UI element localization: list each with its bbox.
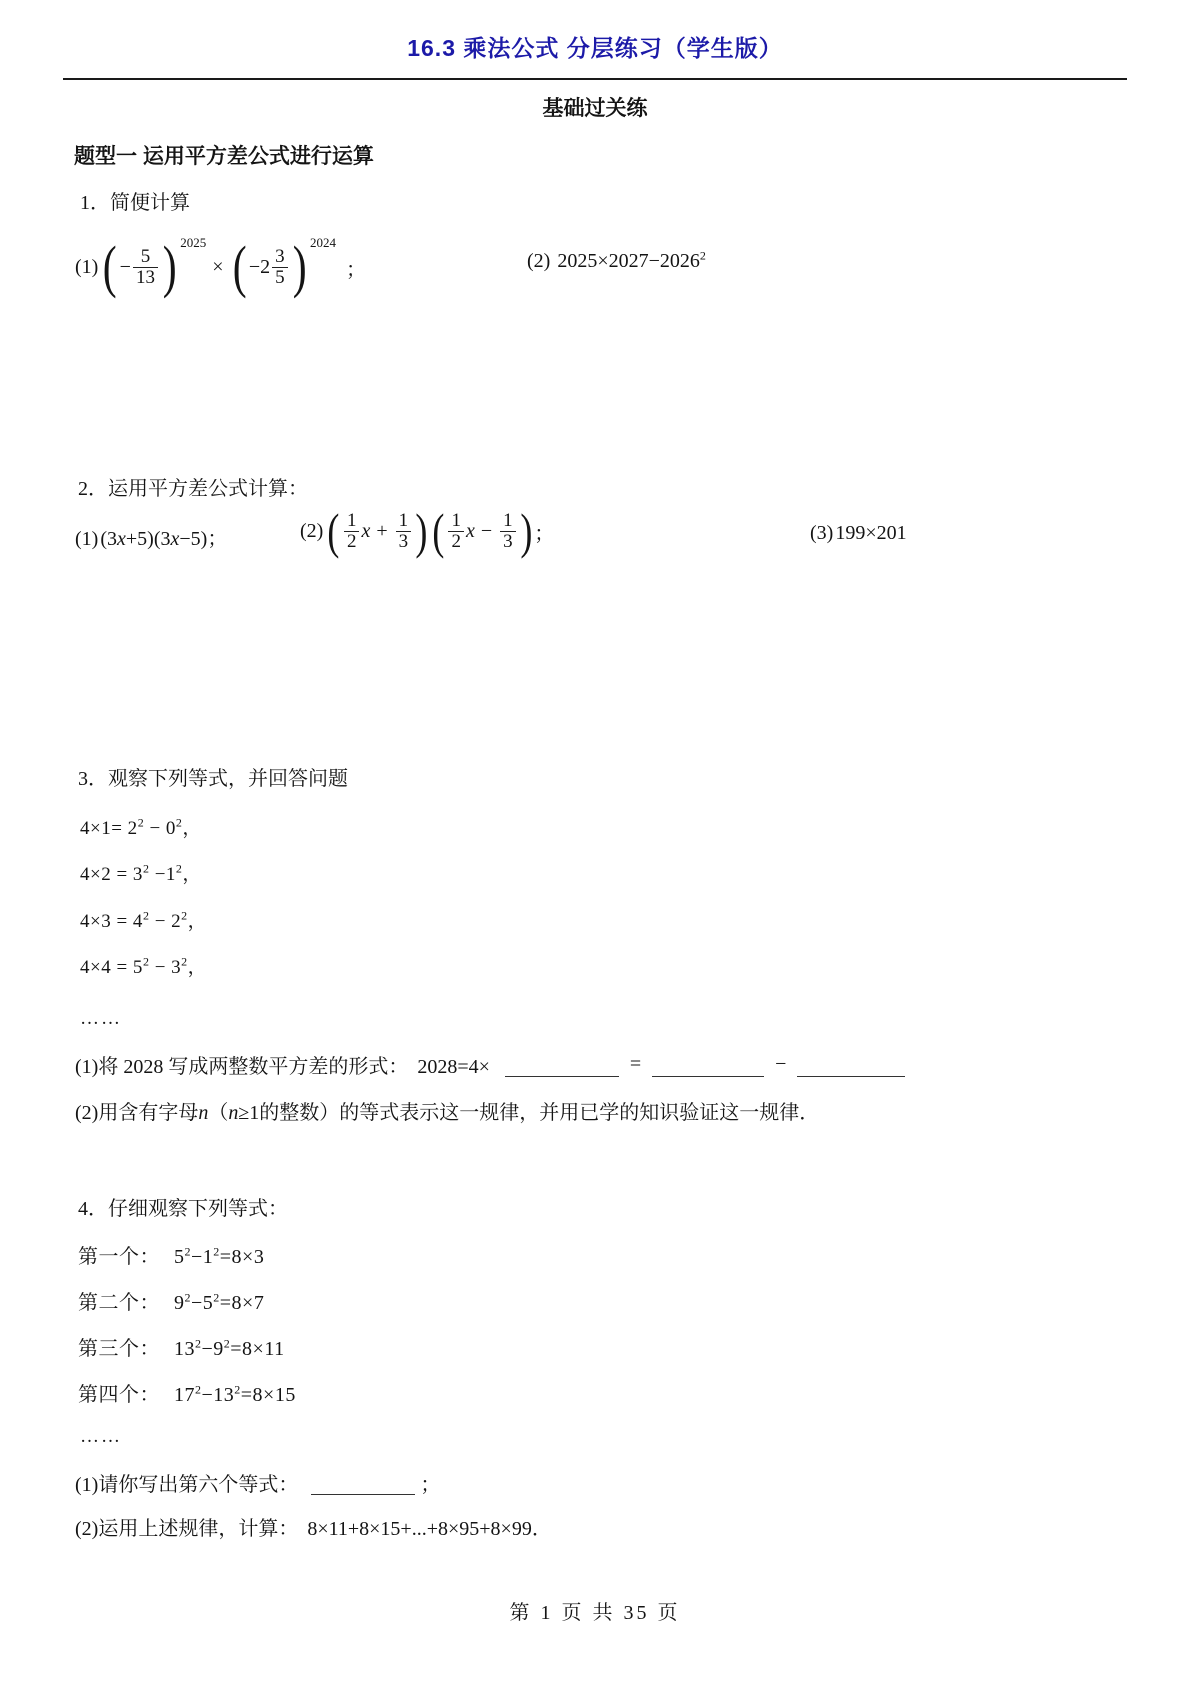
equation-row	[80, 859, 202, 886]
squared-exponent: 2	[184, 1244, 191, 1259]
row-label: 第四个：	[78, 1384, 160, 1406]
numerator: 1	[451, 509, 461, 531]
denominator: 2	[448, 531, 464, 552]
equation-row	[80, 952, 207, 979]
ellipsis: ……	[80, 1008, 122, 1029]
comma: ，	[187, 957, 208, 978]
equation-text: 4×3 = 4	[80, 911, 143, 932]
expression: (3	[100, 528, 117, 550]
squared-exponent: 2	[234, 1382, 241, 1397]
expression: 2025×2027−2026	[557, 250, 700, 272]
question-text: (1)请你写出第六个等式：	[75, 1474, 299, 1496]
squared-exponent: 2	[137, 815, 145, 830]
plus-sign: +	[376, 519, 388, 542]
times-sign: ×	[212, 255, 224, 278]
comma: ，	[187, 911, 208, 932]
squared-exponent: 2	[142, 954, 150, 969]
equation-text: −1	[149, 864, 176, 885]
left-paren: (	[232, 233, 247, 299]
numerator: 1	[503, 509, 513, 531]
semicolon: ；	[345, 258, 366, 281]
squared-exponent: 2	[213, 1244, 220, 1259]
equation-text: 4×1= 2	[80, 818, 138, 839]
answer-blank	[505, 1056, 619, 1077]
equation-text: =8×7	[219, 1292, 265, 1314]
squared-exponent: 2	[213, 1290, 220, 1305]
equation-text: − 2	[149, 911, 182, 932]
squared-exponent: 2	[175, 861, 183, 876]
equation-text: 4×4 = 5	[80, 957, 143, 978]
fraction-3-5	[272, 247, 288, 288]
denominator: 2	[344, 531, 360, 552]
semicolon: ；	[534, 522, 555, 545]
minus-sign: −	[480, 519, 493, 542]
expression: +5)(3	[125, 528, 171, 550]
left-paren: (	[327, 502, 340, 559]
fraction-5-13	[133, 247, 158, 288]
problem-3-title: 3．观察下列等式，并回答问题	[78, 768, 348, 790]
squared-exponent: 2	[181, 908, 188, 923]
equation-row	[80, 813, 202, 840]
problem-2-item-3	[810, 522, 907, 545]
topic-heading: 题型一 运用平方差公式进行运算	[74, 145, 374, 168]
fraction-1-3	[500, 511, 516, 552]
fraction-1-2	[344, 511, 360, 552]
squared-exponent: 2	[223, 1336, 231, 1351]
left-paren: (	[103, 233, 117, 299]
squared-exponent: 2	[142, 908, 150, 923]
variable-n: n	[198, 1102, 209, 1124]
right-paren: )	[415, 502, 428, 559]
problem-3-question-2	[75, 1096, 819, 1125]
denominator: 3	[396, 531, 412, 552]
numerator: 5	[140, 245, 151, 267]
exponent-2024: 2024	[309, 235, 336, 250]
pattern-row-3	[78, 1332, 285, 1361]
problem-3-question-1	[75, 1050, 905, 1079]
page-footer: 第 1 页 共 35 页	[509, 1602, 681, 1624]
problem-4-question-1	[75, 1468, 440, 1497]
equation-text: −5	[191, 1292, 214, 1314]
equation-text: =8×11	[230, 1338, 285, 1360]
right-paren: )	[519, 502, 532, 559]
question-text: (2)运用上述规律，计算：	[75, 1518, 299, 1540]
page-title: 16.3 乘法公式 分层练习（学生版）	[407, 35, 783, 61]
equation-text: 5	[174, 1246, 185, 1268]
denominator: 3	[500, 531, 516, 552]
row-label: 第一个：	[78, 1246, 160, 1268]
pattern-row-2	[78, 1286, 264, 1315]
equation-text: −13	[201, 1384, 235, 1406]
equation-row	[80, 906, 207, 933]
comma: ，	[182, 864, 202, 885]
problem-1-item-2	[527, 250, 706, 273]
exponent-2025: 2025	[180, 235, 207, 250]
equation-text: 9	[174, 1292, 185, 1314]
denominator: 13	[133, 267, 158, 288]
equation-text: 13	[174, 1338, 195, 1360]
comma: ，	[182, 818, 202, 839]
squared-exponent: 2	[184, 1290, 191, 1305]
section-title: 基础过关练	[542, 97, 648, 120]
item-tag: (1)	[75, 255, 99, 278]
numerator: 3	[275, 245, 285, 267]
header-divider	[63, 78, 1127, 80]
problem-4-title: 4．仔细观察下列等式：	[78, 1198, 288, 1220]
answer-blank	[652, 1056, 764, 1077]
equation-text: 2028=4×	[417, 1056, 490, 1078]
item-tag: (2)	[527, 250, 551, 272]
answer-blank	[311, 1474, 415, 1495]
row-label: 第二个：	[78, 1292, 160, 1314]
item-tag: (2)	[300, 519, 324, 542]
minus-sign: −	[119, 255, 131, 278]
expression: 199×201	[835, 522, 907, 544]
equation-text: =8×3	[219, 1246, 265, 1268]
equation-text: −1	[191, 1246, 214, 1268]
pattern-row-1	[78, 1240, 264, 1269]
problem-2-item-1	[75, 522, 227, 551]
numerator: 1	[346, 509, 357, 531]
variable-n: n	[228, 1102, 239, 1124]
equation-text: −9	[201, 1338, 224, 1360]
variable-x: x	[170, 528, 180, 550]
semicolon: ；	[207, 528, 228, 550]
squared-exponent: 2	[181, 954, 188, 969]
fraction-1-3	[396, 511, 412, 552]
right-paren: )	[292, 233, 307, 299]
squared-exponent: 2	[142, 861, 150, 876]
period: ．	[531, 1518, 552, 1540]
problem-4-question-2	[75, 1512, 552, 1541]
equation-text: 8×11+8×15+...+8×95+8×99	[307, 1518, 532, 1540]
equation-text: 4×2 = 3	[80, 864, 143, 885]
item-tag: (3)	[810, 522, 834, 544]
row-label: 第三个：	[78, 1338, 160, 1360]
equation-text: 17	[174, 1384, 195, 1406]
fraction-1-2	[448, 511, 464, 552]
numerator: 1	[398, 509, 409, 531]
question-text: ≥1的整数）的等式表示这一规律，并用已学的知识验证这一规律．	[238, 1102, 820, 1124]
right-paren: )	[162, 233, 177, 299]
answer-blank	[797, 1056, 905, 1077]
semicolon: ；	[420, 1474, 441, 1496]
item-tag: (1)	[75, 528, 99, 550]
squared-exponent: 2	[195, 1336, 202, 1351]
problem-2-title: 2．运用平方差公式计算：	[78, 478, 308, 500]
left-paren: (	[432, 502, 445, 559]
mixed-number-integer: −2	[248, 255, 271, 278]
denominator: 5	[272, 267, 288, 288]
question-text: (1)将 2028 写成两整数平方差的形式：	[75, 1056, 409, 1078]
problem-1-item-1	[75, 230, 366, 304]
variable-x: x	[465, 519, 475, 542]
minus-sign: −	[775, 1053, 787, 1075]
pattern-row-4	[78, 1378, 296, 1407]
squared-exponent: 2	[175, 815, 183, 830]
problem-2-item-2	[300, 498, 554, 564]
ellipsis: ……	[80, 1426, 122, 1447]
problem-1-title: 1．简便计算	[80, 192, 190, 214]
question-text: (2)用含有字母	[75, 1102, 199, 1124]
expression: −5)	[179, 528, 208, 550]
variable-x: x	[117, 528, 126, 550]
squared-exponent: 2	[195, 1382, 202, 1397]
variable-x: x	[361, 519, 371, 542]
equation-text: =8×15	[240, 1384, 296, 1406]
equation-text: − 3	[149, 957, 182, 978]
squared-exponent: 2	[699, 248, 706, 263]
question-text: （	[208, 1102, 229, 1124]
equals-sign: =	[629, 1053, 642, 1075]
equation-text: − 0	[144, 818, 176, 839]
